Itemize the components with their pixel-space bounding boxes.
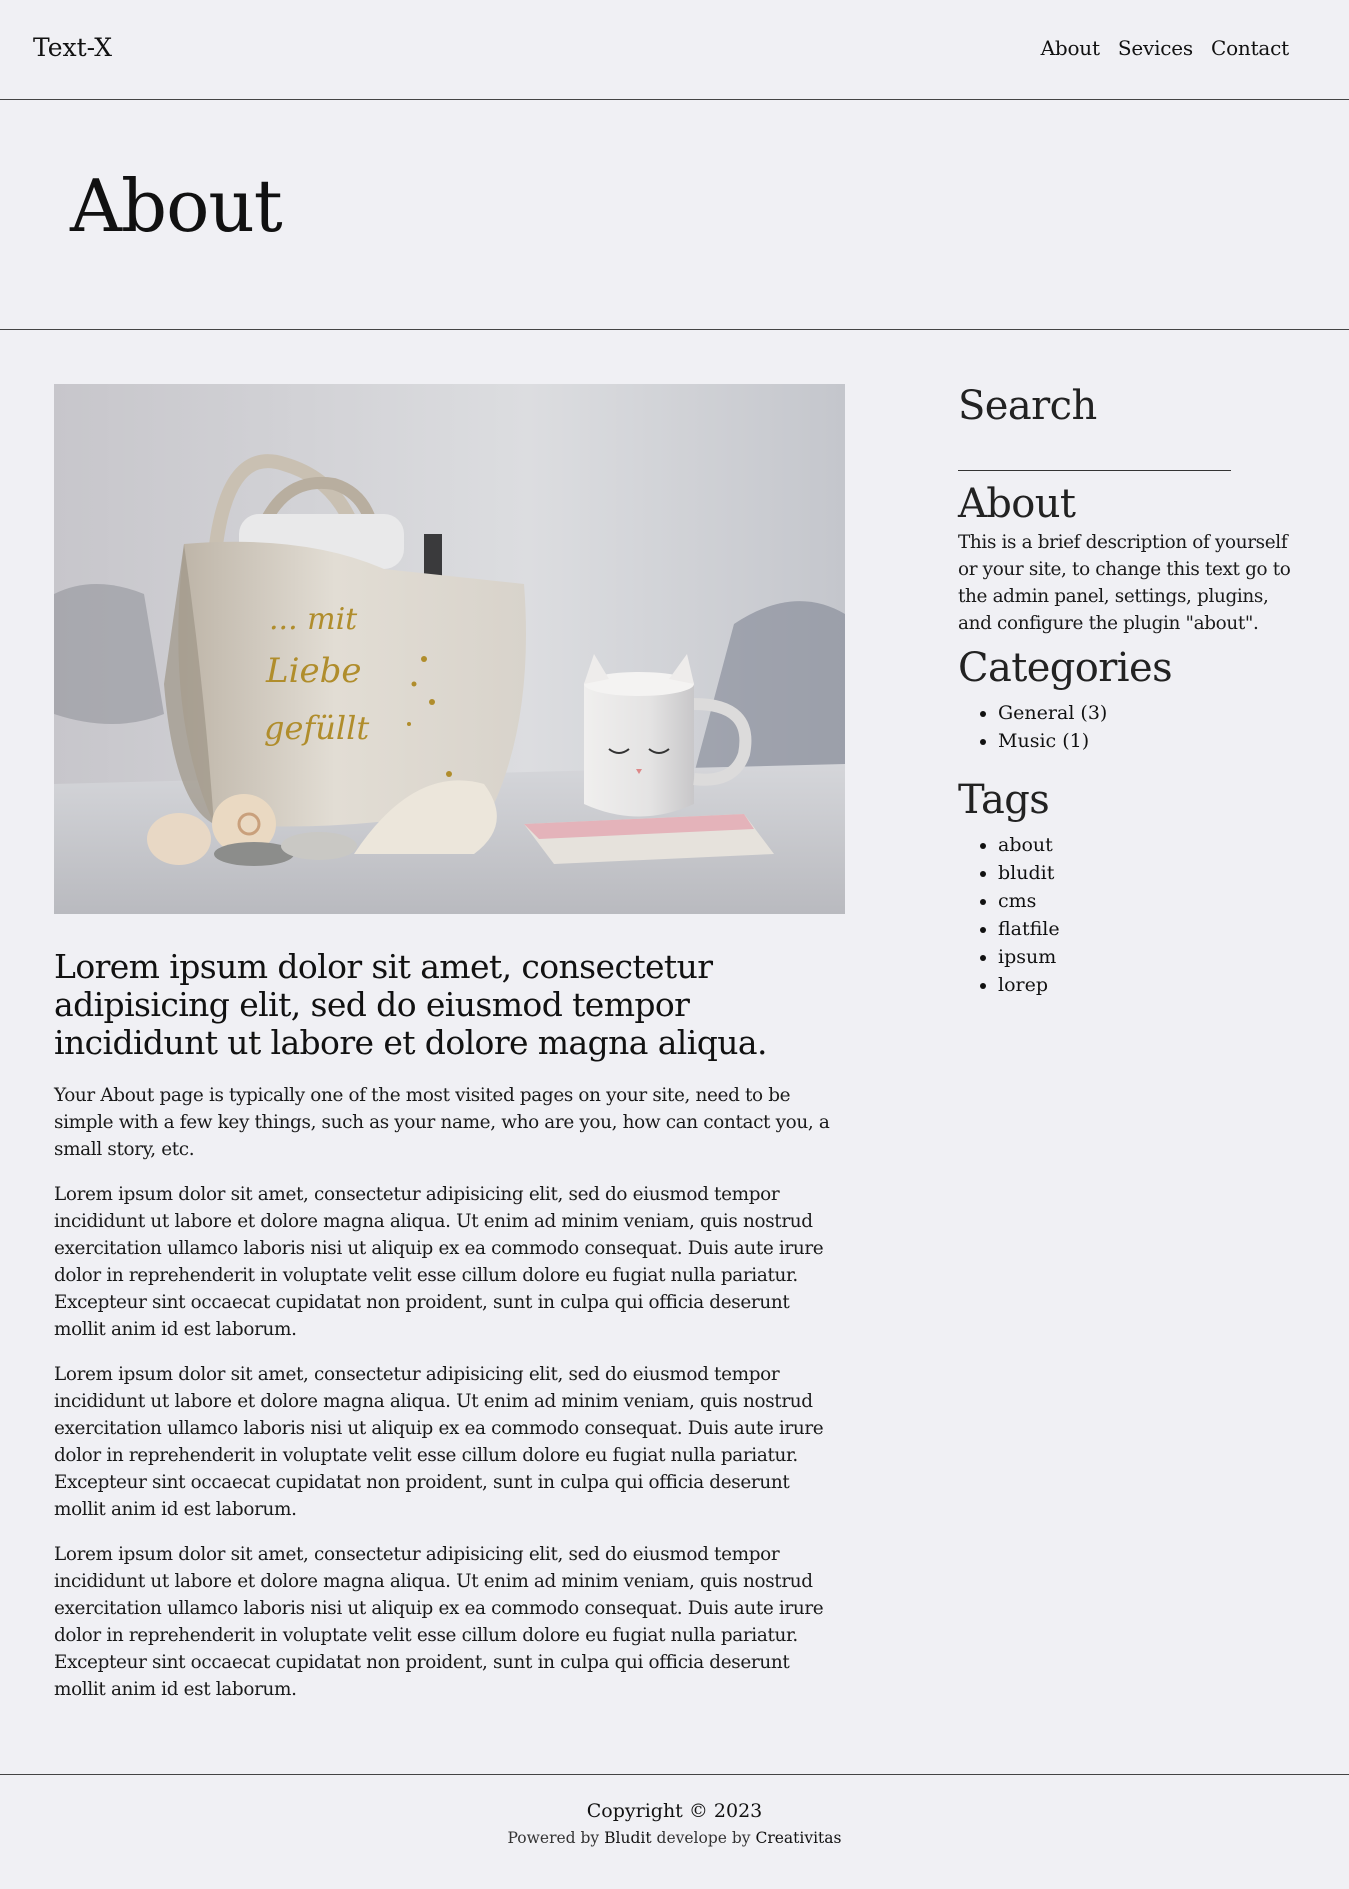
tag-item — [998, 831, 1298, 859]
page-title: About — [70, 164, 282, 248]
tag-item — [998, 915, 1298, 943]
tags-list — [958, 831, 1298, 999]
category-item — [998, 727, 1298, 755]
search-input-underline[interactable] — [958, 470, 1231, 471]
svg-text:... mit: ... mit — [269, 602, 358, 637]
sidebar — [958, 383, 1298, 999]
tote-bag-and-mug-photo — [54, 384, 845, 914]
search-title: Search — [958, 383, 1097, 429]
site-footer — [0, 1774, 1349, 1889]
category-link-music[interactable]: Music (1) — [998, 730, 1090, 752]
site-brand-link[interactable]: Text-X — [33, 33, 113, 62]
page-hero — [0, 100, 1349, 330]
about-widget-title: About — [958, 481, 1076, 527]
powered-prefix: Powered by — [507, 1829, 600, 1847]
nav-services-link[interactable]: Sevices — [1117, 36, 1193, 60]
tag-item — [998, 971, 1298, 999]
nav-contact-link[interactable]: Contact — [1210, 36, 1289, 60]
tag-link-ipsum[interactable]: ipsum — [998, 946, 1057, 968]
category-item — [998, 699, 1298, 727]
featured-image — [54, 384, 845, 914]
body-paragraph: Lorem ipsum dolor sit amet, consectetur adipisicing elit, sed do eiusmod tempor incididunt ut labore et dolore magna aliqua. Ut enim ad minim veniam, quis nostrud exercitation ullamco laboris nisi ut aliquip ex ea commodo consequat. Duis aute irure dolor in reprehenderit in voluptate velit esse cillum dolore eu fugiat nulla pariatur. Excepteur sint occaecat cupidatat non proident, sunt in culpa qui officia deserunt mollit anim id est laborum. — [54, 1544, 824, 1700]
categories-list — [958, 699, 1298, 755]
nav-about-link[interactable]: About — [1040, 36, 1100, 60]
main-navigation — [1041, 34, 1289, 62]
tag-link-cms[interactable]: cms — [998, 890, 1037, 912]
categories-title: Categories — [958, 645, 1173, 691]
svg-text:Liebe: Liebe — [266, 651, 362, 691]
category-link-general[interactable]: General (3) — [998, 702, 1108, 724]
tags-title: Tags — [958, 777, 1050, 823]
intro-paragraph: Your About page is typically one of the most visited pages on your site, need to be simple with a few key things, such as your name, who are you, how can contact you, a small story, etc. — [54, 1085, 830, 1160]
body-paragraph: Lorem ipsum dolor sit amet, consectetur adipisicing elit, sed do eiusmod tempor incididunt ut labore et dolore magna aliqua. Ut enim ad minim veniam, quis nostrud exercitation ullamco laboris nisi ut aliquip ex ea commodo consequat. Duis aute irure dolor in reprehenderit in voluptate velit esse cillum dolore eu fugiat nulla pariatur. Excepteur sint occaecat cupidatat non proident, sunt in culpa qui officia deserunt mollit anim id est laborum. — [54, 1364, 824, 1520]
body-paragraph: Lorem ipsum dolor sit amet, consectetur adipisicing elit, sed do eiusmod tempor incididunt ut labore et dolore magna aliqua. Ut enim ad minim veniam, quis nostrud exercitation ullamco laboris nisi ut aliquip ex ea commodo consequat. Duis aute irure dolor in reprehenderit in voluptate velit esse cillum dolore eu fugiat nulla pariatur. Excepteur sint occaecat cupidatat non proident, sunt in culpa qui officia deserunt mollit anim id est laborum. — [54, 1184, 824, 1340]
site-header — [0, 0, 1349, 100]
creativitas-link[interactable]: Creativitas — [755, 1829, 842, 1847]
tag-link-flatfile[interactable]: flatfile — [998, 918, 1060, 940]
developed-text: develope by — [656, 1829, 751, 1847]
main-content — [54, 384, 845, 1703]
tag-link-lorep[interactable]: lorep — [998, 974, 1049, 996]
about-widget-text: This is a brief description of yourself or your site, to change this text go to the admin panel, settings, plugins, and configure the plugin "about". — [958, 532, 1291, 634]
article-heading: Lorem ipsum dolor sit amet, consectetur adipisicing elit, sed do eiusmod tempor incididunt ut labore et dolore magna aliqua. — [54, 947, 767, 1062]
tag-item — [998, 859, 1298, 887]
tag-item — [998, 887, 1298, 915]
svg-text:gefüllt: gefüllt — [264, 709, 370, 747]
tag-link-bludit[interactable]: bludit — [998, 862, 1055, 884]
copyright-text: Copyright © 2023 — [586, 1800, 763, 1822]
bludit-link[interactable]: Bludit — [604, 1829, 652, 1847]
powered-by-line — [0, 1827, 1349, 1849]
tag-item — [998, 943, 1298, 971]
tag-link-about[interactable]: about — [998, 834, 1053, 856]
